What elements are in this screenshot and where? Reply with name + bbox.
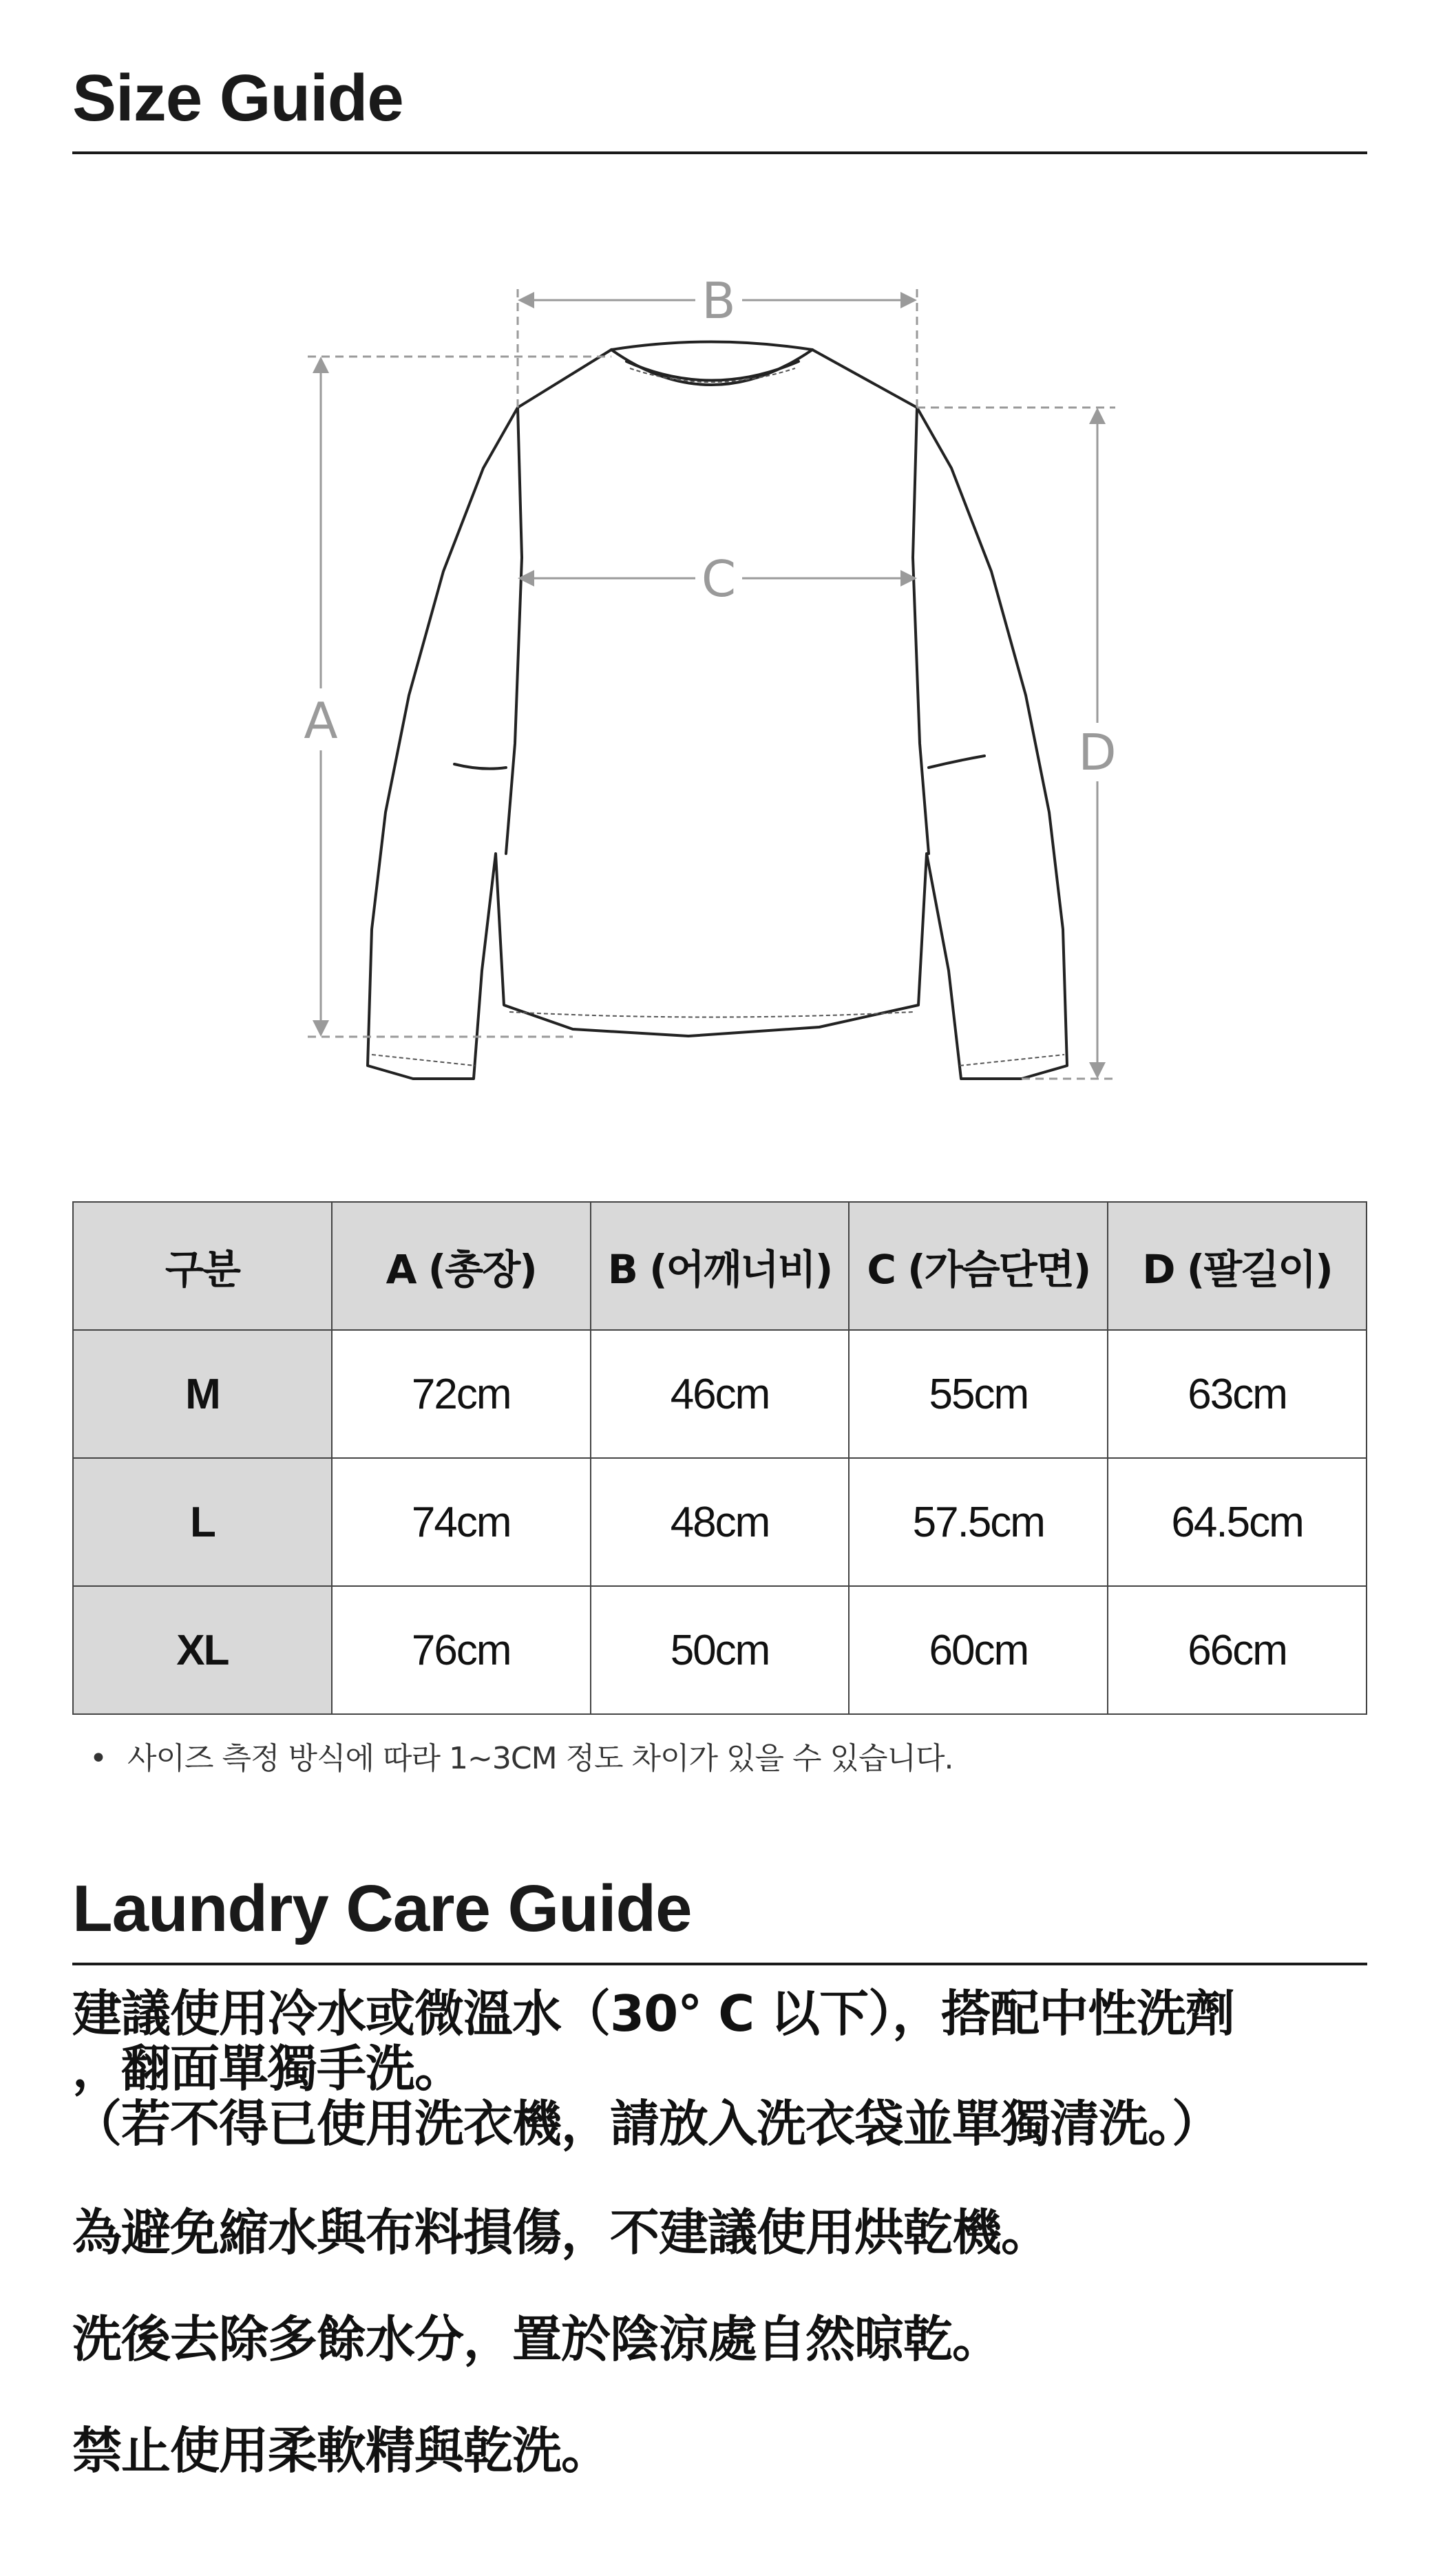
stitch-lines xyxy=(372,368,1064,1066)
dimension-guides xyxy=(308,289,1115,1079)
table-cell: 46cm xyxy=(591,1330,850,1458)
tshirt-outline xyxy=(368,342,1067,1079)
measurement-note xyxy=(89,1733,953,1777)
header-b-shoulder: B (어깨너비) xyxy=(591,1202,850,1330)
table-row xyxy=(73,1330,1367,1458)
table-cell: 74cm xyxy=(332,1458,591,1586)
dimension-label-d: D xyxy=(1078,724,1117,781)
care-instruction-dryer: 為避免縮水與布料損傷，不建議使用烘乾機。 xyxy=(72,2204,1051,2261)
note-text: 사이즈 측정 방식에 따라 1~3CM 정도 차이가 있을 수 있습니다. xyxy=(127,1741,953,1776)
dimension-arrowheads xyxy=(313,292,1106,1079)
header-d-sleeve: D (팔길이) xyxy=(1108,1202,1367,1330)
care-instruction-wash xyxy=(72,1986,1380,2151)
table-cell: 66cm xyxy=(1108,1586,1367,1714)
table-cell: 60cm xyxy=(849,1586,1108,1714)
care-line: （若不得已使用洗衣機，請放入洗衣袋並單獨清洗。） xyxy=(72,2095,1221,2153)
laundry-care-divider xyxy=(72,1963,1367,1965)
bullet-icon: • xyxy=(89,1741,107,1776)
row-size-label: XL xyxy=(73,1586,332,1714)
header-a-length: A (총장) xyxy=(332,1202,591,1330)
care-line: 建議使用冷水或微溫水（30° C 以下），搭配中性洗劑 xyxy=(72,1985,1235,2042)
table-cell: 48cm xyxy=(591,1458,850,1586)
table-row xyxy=(73,1458,1367,1586)
garment-diagram xyxy=(0,158,1434,1136)
table-cell: 64.5cm xyxy=(1108,1458,1367,1586)
table-row xyxy=(73,1586,1367,1714)
size-table xyxy=(72,1201,1367,1715)
header-category: 구분 xyxy=(73,1202,332,1330)
table-cell: 63cm xyxy=(1108,1330,1367,1458)
table-header-row xyxy=(73,1202,1367,1330)
size-guide-divider xyxy=(72,151,1367,154)
laundry-care-title: Laundry Care Guide xyxy=(72,1872,692,1945)
dimension-label-c: C xyxy=(701,550,737,608)
care-line: ，翻面單獨手洗。 xyxy=(72,2040,464,2098)
row-size-label: L xyxy=(73,1458,332,1586)
care-instruction-drying: 洗後去除多餘水分，置於陰涼處自然晾乾。 xyxy=(72,2310,1002,2368)
table-cell: 50cm xyxy=(591,1586,850,1714)
table-cell: 72cm xyxy=(332,1330,591,1458)
dimension-label-b: B xyxy=(702,272,736,330)
care-instruction-prohibited: 禁止使用柔軟精與乾洗。 xyxy=(72,2422,611,2480)
header-c-chest: C (가슴단면) xyxy=(849,1202,1108,1330)
dimension-label-a: A xyxy=(304,692,338,750)
size-guide-title: Size Guide xyxy=(72,61,403,135)
table-cell: 55cm xyxy=(849,1330,1108,1458)
table-cell: 57.5cm xyxy=(849,1458,1108,1586)
table-cell: 76cm xyxy=(332,1586,591,1714)
row-size-label: M xyxy=(73,1330,332,1458)
